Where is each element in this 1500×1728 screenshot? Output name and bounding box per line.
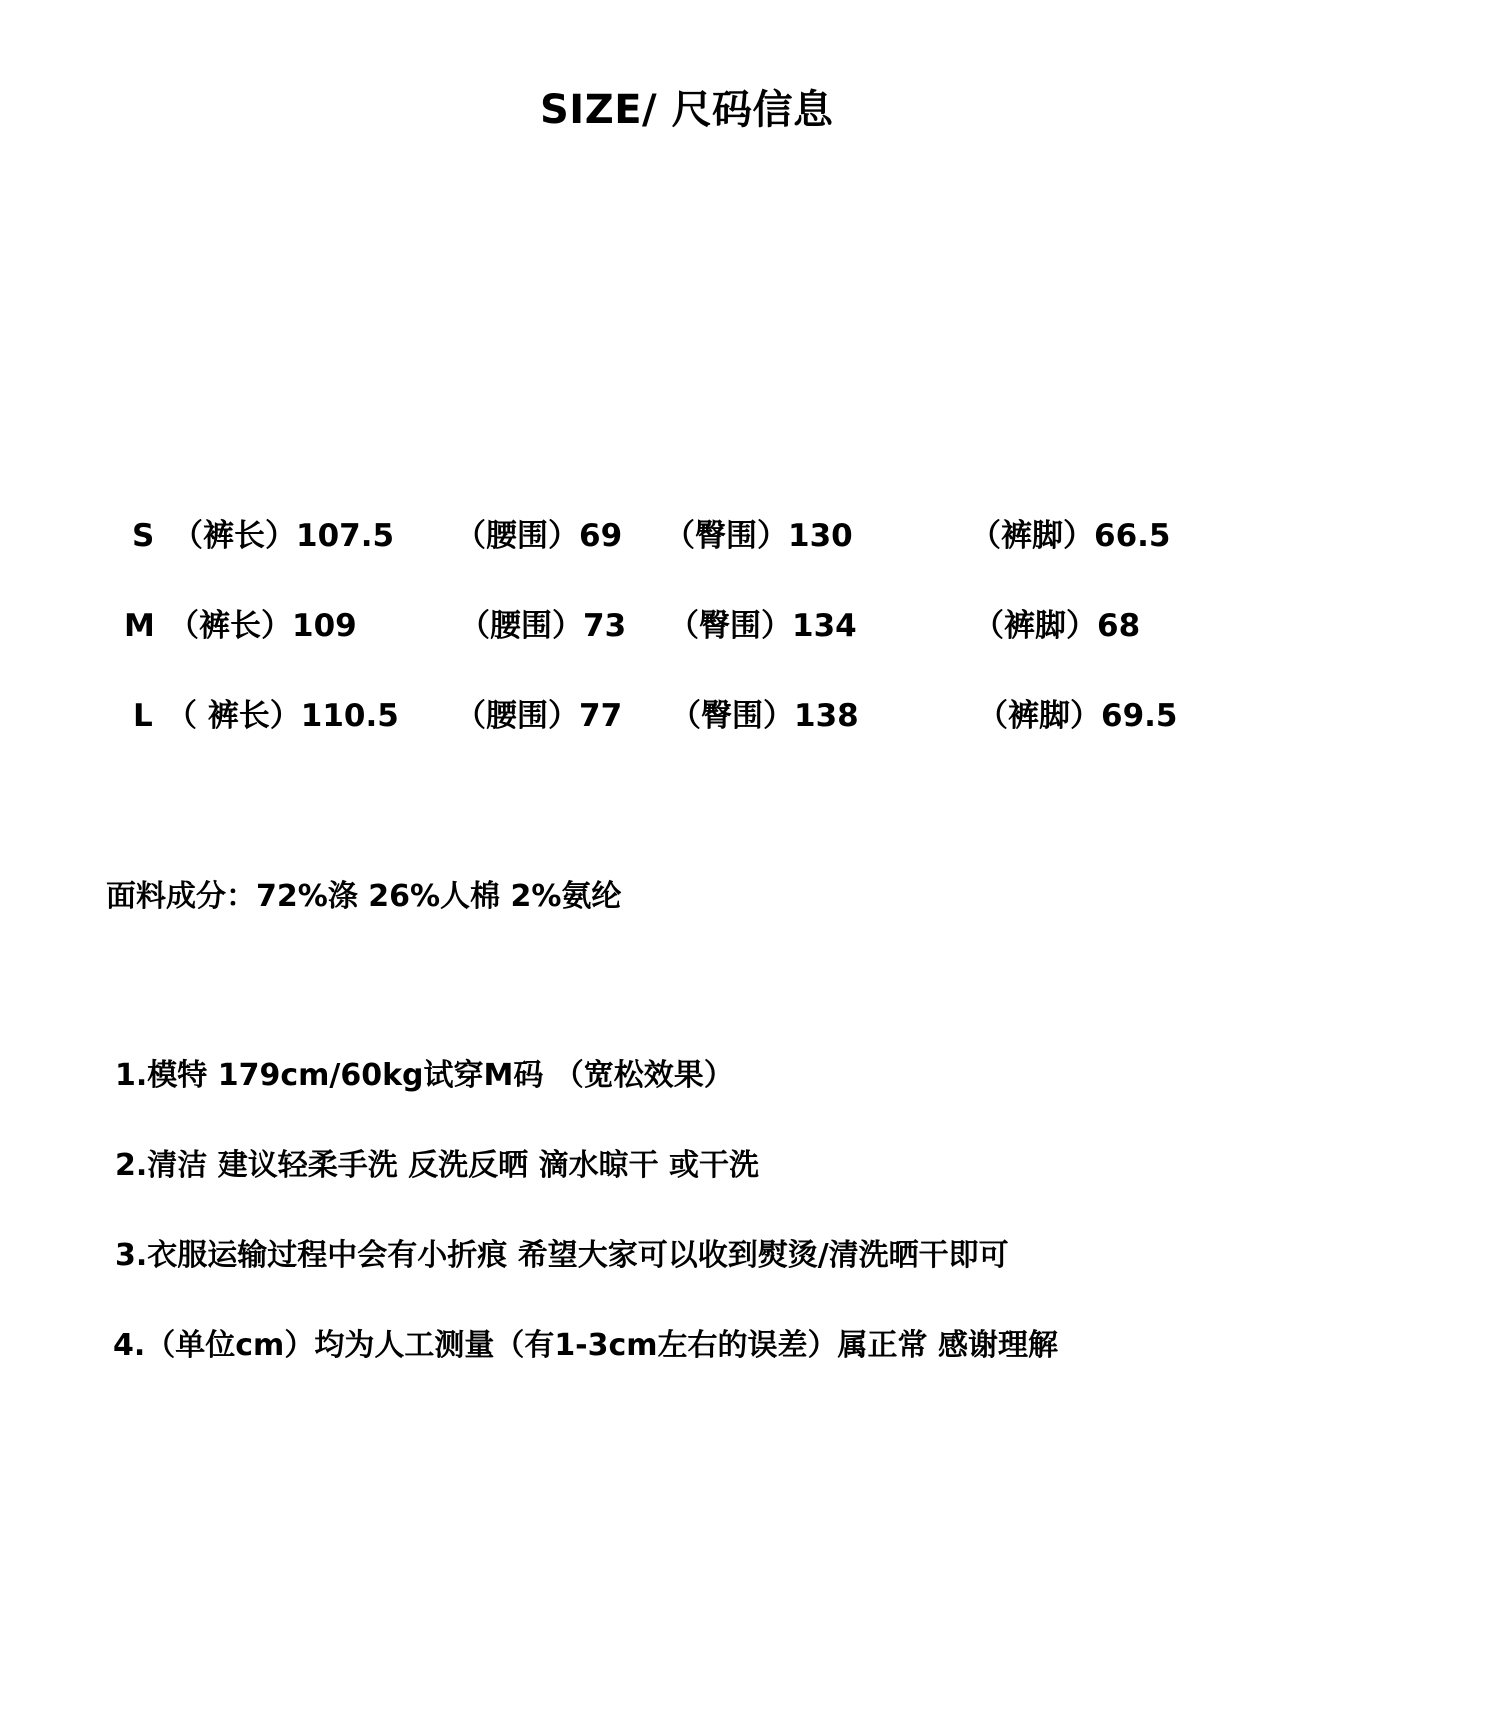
pants-length: （ 裤长）110.5 (166, 698, 399, 734)
leg-opening: （裤脚）66.5 (970, 518, 1171, 554)
waist: （腰围）69 (455, 518, 623, 554)
note-item: 3.衣服运输过程中会有小折痕 希望大家可以收到熨烫/清洗晒干即可 (115, 1238, 1009, 1273)
waist: （腰围）73 (459, 608, 627, 644)
leg-opening: （裤脚）69.5 (977, 698, 1178, 734)
hip: （臀围）134 (668, 608, 857, 644)
note-item: 2.清洁 建议轻柔手洗 反洗反晒 滴水晾干 或干洗 (115, 1148, 760, 1183)
page-title: SIZE/ 尺码信息 (540, 87, 834, 133)
note-item: 1.模特 179cm/60kg试穿M码 （宽松效果） (115, 1058, 734, 1093)
pants-length: （裤长）107.5 (172, 518, 395, 554)
note-item: 4.（单位cm）均为人工测量（有1-3cm左右的误差）属正常 感谢理解 (113, 1328, 1058, 1363)
size-label: S (132, 518, 155, 554)
leg-opening: （裤脚）68 (973, 608, 1141, 644)
size-label: L (133, 698, 153, 734)
hip: （臀围）130 (664, 518, 853, 554)
fabric-composition: 面料成分：72%涤 26%人棉 2%氨纶 (106, 879, 622, 914)
pants-length: （裤长）109 (168, 608, 357, 644)
hip: （臀围）138 (670, 698, 859, 734)
waist: （腰围）77 (455, 698, 623, 734)
size-label: M (124, 608, 155, 644)
